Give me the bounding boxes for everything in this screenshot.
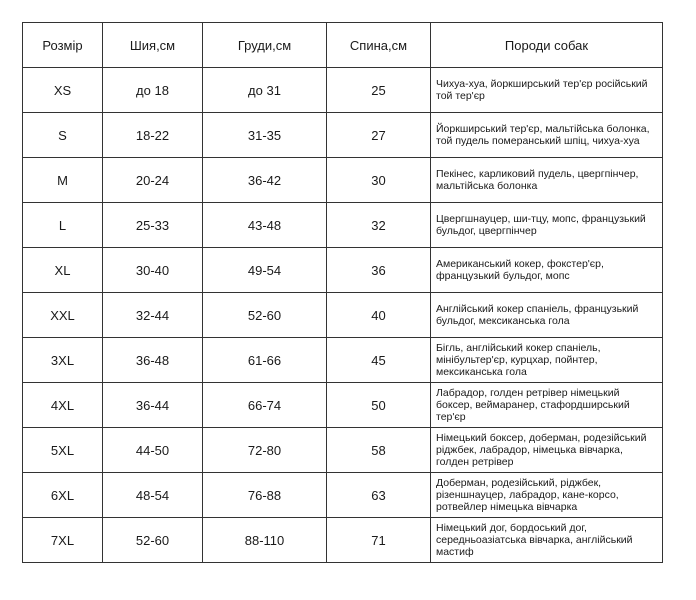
cell-chest: 76-88: [203, 473, 327, 518]
cell-back: 40: [327, 293, 431, 338]
cell-back: 25: [327, 68, 431, 113]
cell-size: 5XL: [23, 428, 103, 473]
table-row: [23, 428, 663, 473]
cell-neck: 48-54: [103, 473, 203, 518]
header-size: Розмір: [23, 23, 103, 68]
table-row: [23, 383, 663, 428]
cell-size: M: [23, 158, 103, 203]
cell-chest: 49-54: [203, 248, 327, 293]
cell-size: 6XL: [23, 473, 103, 518]
cell-breeds: Пекінес, карликовий пудель, цвергпінчер, мальтійська болонка: [431, 158, 663, 203]
cell-neck: 32-44: [103, 293, 203, 338]
cell-back: 32: [327, 203, 431, 248]
table-row: [23, 293, 663, 338]
table-row: [23, 518, 663, 563]
cell-chest: до 31: [203, 68, 327, 113]
cell-breeds: Цвергшнауцер, ши-тцу, мопс, французький бульдог, цвергпінчер: [431, 203, 663, 248]
table-header: [23, 23, 663, 68]
cell-neck: до 18: [103, 68, 203, 113]
cell-neck: 18-22: [103, 113, 203, 158]
cell-back: 50: [327, 383, 431, 428]
cell-back: 58: [327, 428, 431, 473]
cell-back: 45: [327, 338, 431, 383]
table-row: [23, 113, 663, 158]
cell-size: XXL: [23, 293, 103, 338]
cell-breeds: Німецький дог, бордоський дог, середньоазіатська вівчарка, англійський мастиф: [431, 518, 663, 563]
cell-breeds: Німецький боксер, доберман, родезійський ріджбек, лабрадор, німецька вівчарка, голден ретрівер: [431, 428, 663, 473]
header-neck: Шия,см: [103, 23, 203, 68]
cell-back: 71: [327, 518, 431, 563]
cell-chest: 72-80: [203, 428, 327, 473]
header-breeds: Породи собак: [431, 23, 663, 68]
table-row: [23, 203, 663, 248]
header-back: Спина,см: [327, 23, 431, 68]
cell-chest: 66-74: [203, 383, 327, 428]
table-row: [23, 338, 663, 383]
table-row: [23, 68, 663, 113]
cell-chest: 36-42: [203, 158, 327, 203]
cell-back: 30: [327, 158, 431, 203]
cell-chest: 52-60: [203, 293, 327, 338]
cell-neck: 52-60: [103, 518, 203, 563]
table-row: [23, 473, 663, 518]
cell-neck: 36-44: [103, 383, 203, 428]
cell-size: 3XL: [23, 338, 103, 383]
cell-neck: 25-33: [103, 203, 203, 248]
cell-breeds: Американський кокер, фокстер'єр, французький бульдог, мопс: [431, 248, 663, 293]
cell-neck: 44-50: [103, 428, 203, 473]
cell-back: 63: [327, 473, 431, 518]
header-row: [23, 23, 663, 68]
cell-size: L: [23, 203, 103, 248]
cell-size: XS: [23, 68, 103, 113]
table-row: [23, 158, 663, 203]
cell-neck: 20-24: [103, 158, 203, 203]
cell-breeds: Лабрадор, голден ретрівер німецький боксер, веймаранер, стафордширський тер'єр: [431, 383, 663, 428]
cell-chest: 88-110: [203, 518, 327, 563]
cell-breeds: Бігль, англійський кокер спаніель, мінібультер'єр, курцхар, пойнтер, мексиканська гола: [431, 338, 663, 383]
header-chest: Груди,см: [203, 23, 327, 68]
cell-back: 27: [327, 113, 431, 158]
table-body: [23, 68, 663, 563]
table-row: [23, 248, 663, 293]
cell-breeds: Йоркширський тер'єр, мальтійська болонка, той пудель померанський шпіц, чихуа-хуа: [431, 113, 663, 158]
cell-chest: 61-66: [203, 338, 327, 383]
cell-breeds: Чихуа-хуа, йоркширський тер'єр російський той тер'єр: [431, 68, 663, 113]
dog-size-table: [22, 22, 663, 563]
cell-size: XL: [23, 248, 103, 293]
cell-neck: 36-48: [103, 338, 203, 383]
cell-breeds: Доберман, родезійський, ріджбек, різеншнауцер, лабрадор, кане-корсо, ротвейлер німецька вівчарка: [431, 473, 663, 518]
cell-size: 7XL: [23, 518, 103, 563]
cell-chest: 31-35: [203, 113, 327, 158]
cell-back: 36: [327, 248, 431, 293]
cell-size: S: [23, 113, 103, 158]
cell-breeds: Англійський кокер спаніель, французький бульдог, мексиканська гола: [431, 293, 663, 338]
cell-size: 4XL: [23, 383, 103, 428]
cell-neck: 30-40: [103, 248, 203, 293]
cell-chest: 43-48: [203, 203, 327, 248]
